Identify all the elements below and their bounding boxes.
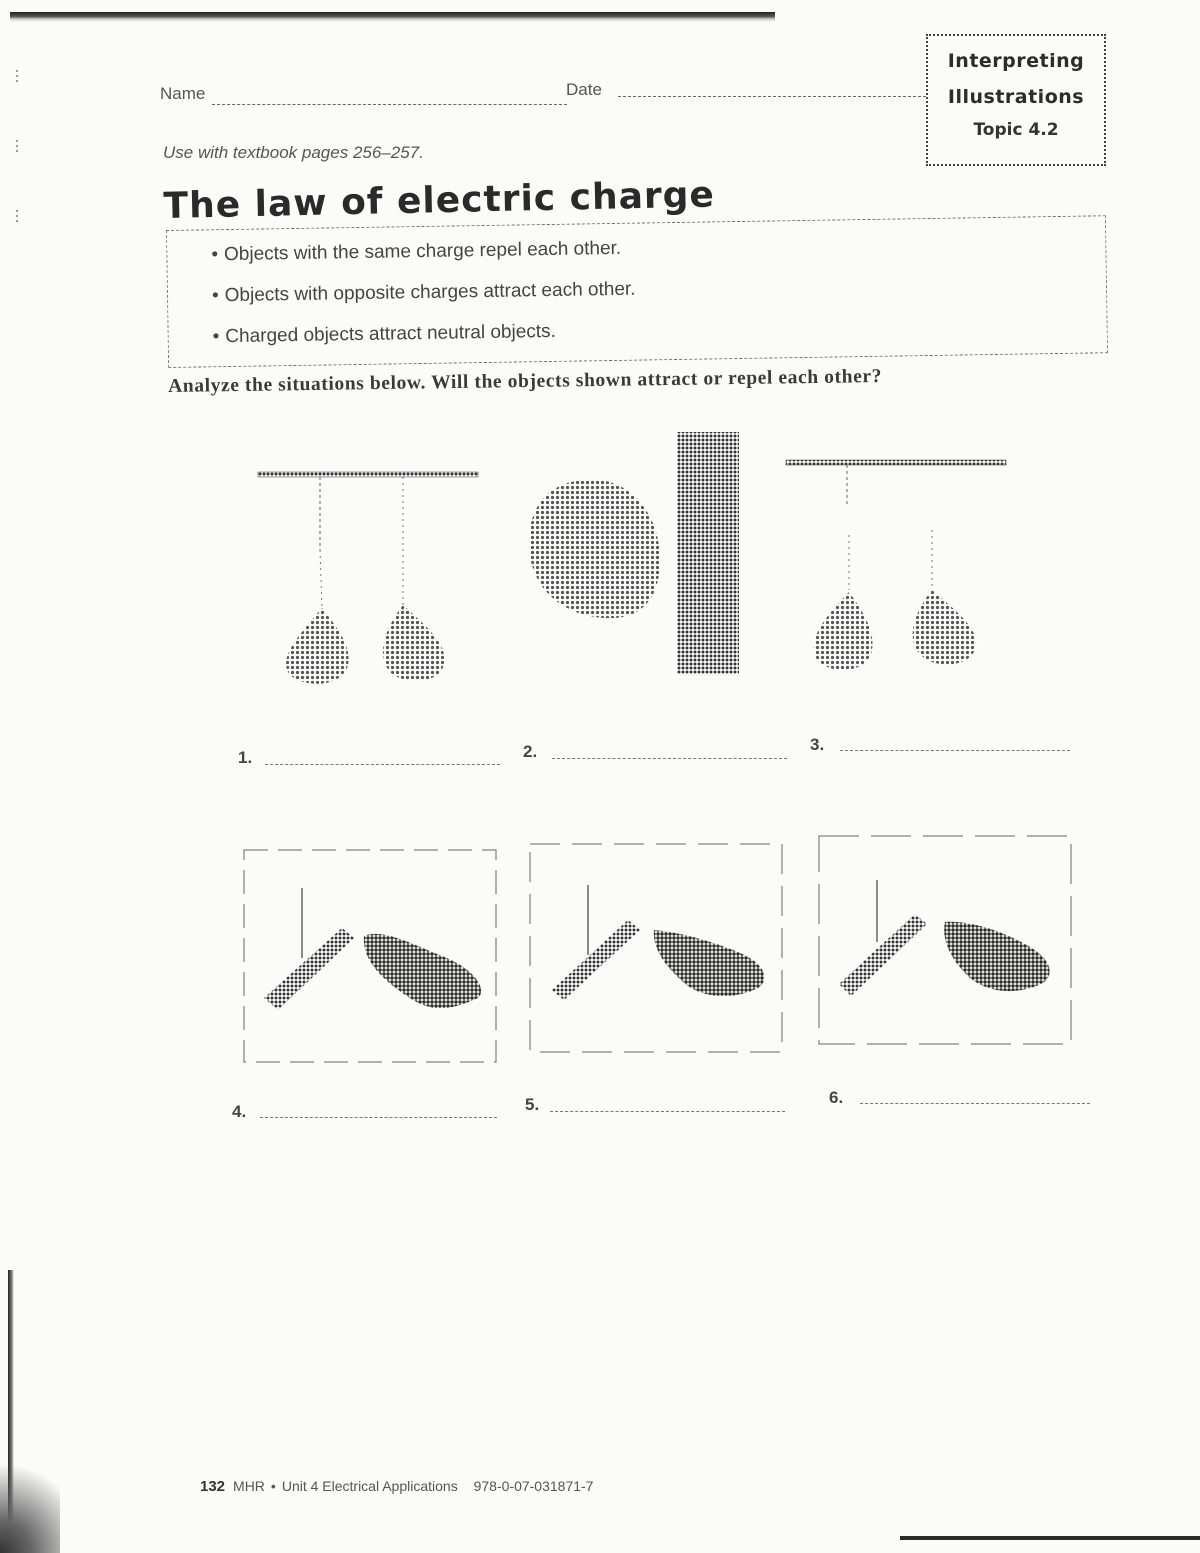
charged-ball — [529, 480, 660, 619]
separator: • — [270, 1478, 276, 1494]
scan-corner-shadow — [0, 1440, 60, 1553]
figure-frame — [530, 844, 782, 1052]
answer-6-field[interactable] — [860, 1103, 1090, 1104]
answer-number: 4. — [232, 1102, 247, 1121]
isbn: 978-0-07-031871-7 — [473, 1478, 594, 1494]
separator — [464, 1478, 468, 1494]
answer-4-field[interactable] — [260, 1117, 497, 1118]
scan-edge-bottom — [900, 1536, 1200, 1540]
balloon-right — [383, 605, 444, 681]
question-prompt: Analyze the situations below. Will the objects shown attract or repel each other? — [168, 366, 883, 397]
answer-5-field[interactable] — [550, 1111, 785, 1112]
balloon-left — [814, 592, 873, 670]
answer-number: 6. — [829, 1088, 844, 1107]
rule-item: • Charged objects attract neutral objects. — [212, 308, 1107, 363]
balloon-left — [286, 608, 349, 684]
topic-badge — [926, 34, 1106, 166]
name-field[interactable] — [212, 104, 567, 105]
figure-6-rod-and-object — [815, 832, 1075, 1050]
badge-title-line1: Interpreting — [947, 50, 1085, 72]
scan-speck — [16, 70, 18, 84]
page-title: The law of electric charge — [163, 174, 716, 227]
answer-2-field[interactable] — [552, 758, 787, 759]
charged-rod — [552, 920, 640, 1000]
scan-speck — [16, 210, 18, 224]
charged-object — [944, 922, 1049, 991]
scan-speck — [16, 140, 18, 154]
charged-object — [364, 934, 481, 1008]
textbook-reference: Use with textbook pages 256–257. — [163, 143, 424, 162]
badge-topic: Topic 4.2 — [973, 120, 1059, 140]
figure-2-ball-and-rod — [525, 430, 755, 680]
charged-rod — [264, 928, 354, 1010]
publisher: MHR — [233, 1478, 265, 1494]
figure-5-rod-and-object — [528, 840, 786, 1058]
figure-frame — [819, 836, 1071, 1044]
support-bar — [786, 460, 1006, 465]
badge-title-line2: Illustrations — [947, 86, 1085, 108]
page-footer — [200, 1478, 593, 1495]
name-label: Name — [160, 84, 206, 103]
answer-1-field[interactable] — [265, 764, 500, 765]
balloon-right — [913, 590, 976, 664]
answer-number: 3. — [810, 735, 825, 754]
charged-rod — [839, 914, 927, 996]
figure-3-hanging-balloons — [780, 450, 1020, 690]
rule-item: • Objects with opposite charges attract each other. — [212, 267, 1107, 322]
page-number: 132 — [200, 1478, 226, 1495]
charged-rod — [677, 432, 739, 674]
rule-item: • Objects with the same charge repel each other. — [211, 226, 1106, 281]
support-bar — [258, 472, 478, 477]
figure-1-hanging-balloons — [250, 460, 490, 690]
rules-box — [166, 215, 1108, 368]
answer-number: 2. — [523, 742, 538, 761]
charged-object — [654, 930, 765, 996]
thread — [320, 550, 322, 608]
scan-edge-shadow — [10, 12, 775, 22]
answer-number: 5. — [525, 1095, 540, 1114]
date-field[interactable] — [618, 96, 926, 97]
date-label: Date — [566, 80, 602, 99]
rules-list — [167, 216, 1107, 364]
answer-number: 1. — [238, 748, 253, 767]
unit-name: Unit 4 Electrical Applications — [281, 1478, 458, 1494]
answer-3-field[interactable] — [840, 750, 1070, 751]
figure-4-rod-and-object — [242, 848, 500, 1066]
